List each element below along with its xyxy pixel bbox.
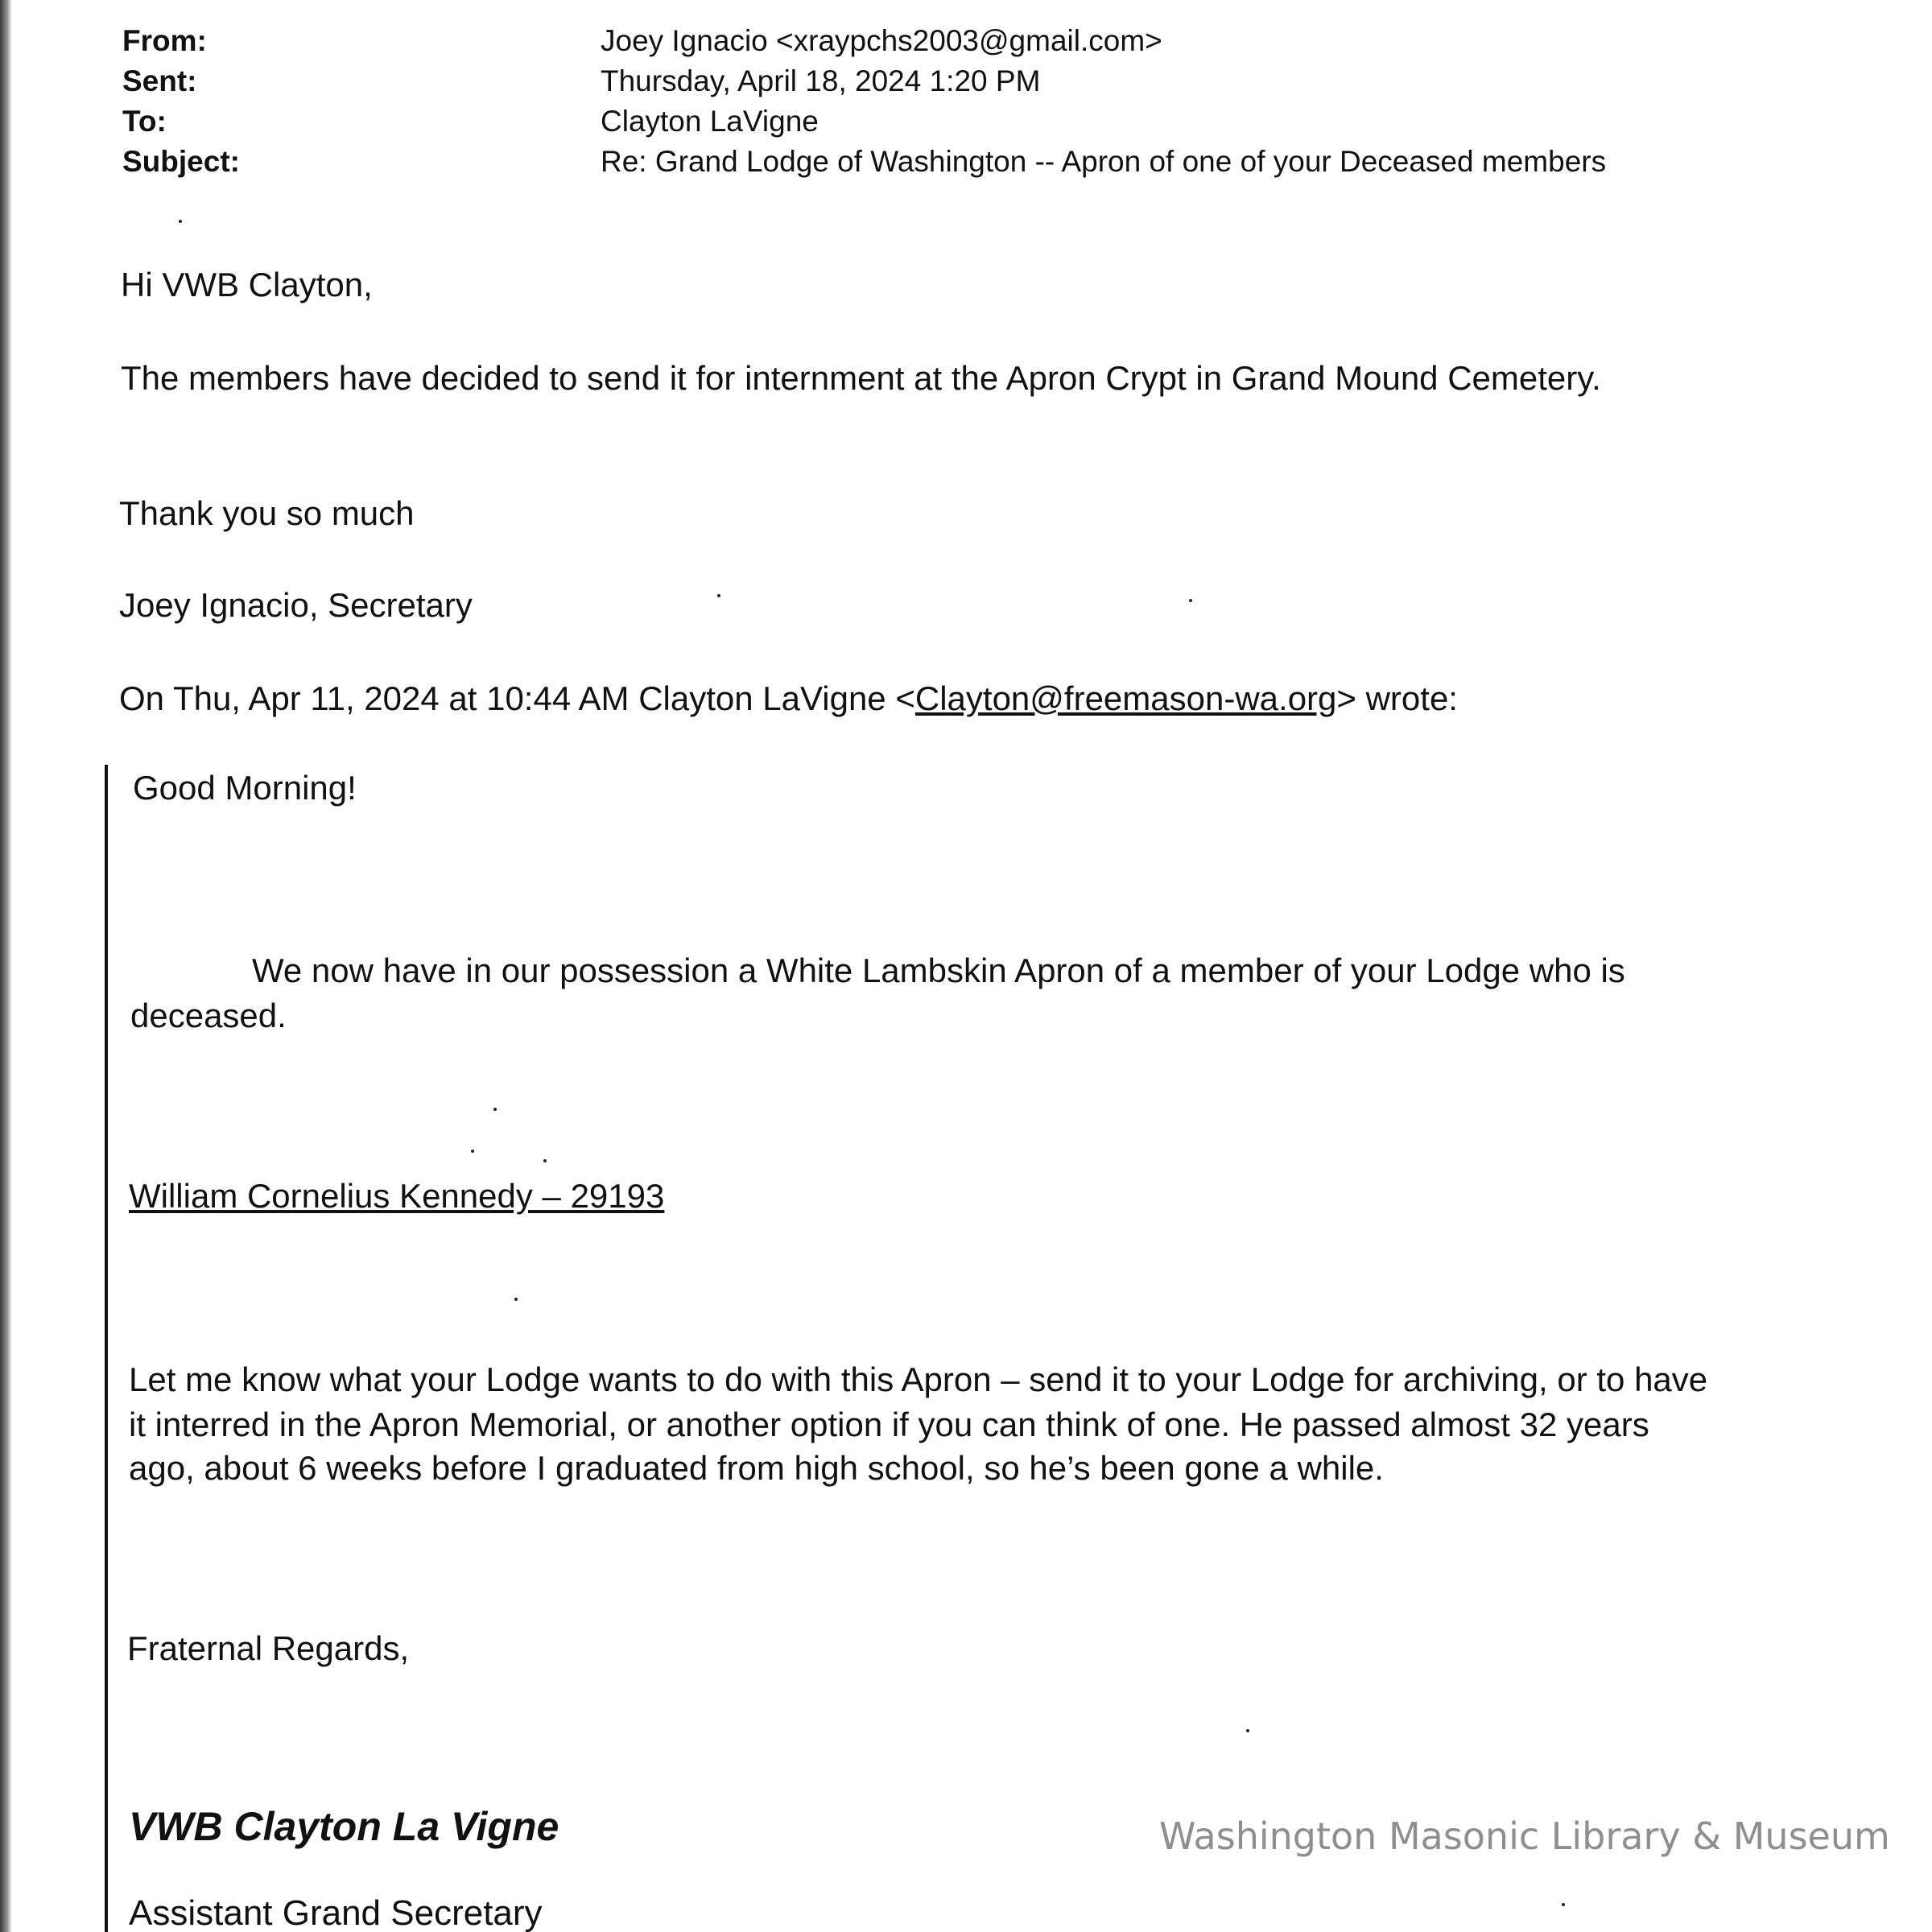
quote-intro bbox=[119, 679, 1458, 718]
quoted-para1-line2: deceased. bbox=[130, 997, 287, 1034]
to-value: Clayton LaVigne bbox=[601, 105, 819, 138]
header-row-to bbox=[122, 101, 1606, 142]
quote-bar bbox=[105, 765, 108, 1932]
scan-speck bbox=[493, 1108, 497, 1111]
scan-speck bbox=[514, 1298, 518, 1301]
member-name: William Cornelius Kennedy – 29193 bbox=[129, 1177, 665, 1215]
watermark: Washington Masonic Library & Museum bbox=[1159, 1814, 1890, 1858]
quoted-closing: Fraternal Regards, bbox=[127, 1629, 410, 1667]
quoted-greeting: Good Morning! bbox=[133, 769, 357, 807]
signature-name: VWB Clayton La Vigne bbox=[129, 1804, 559, 1849]
quoted-para2-line3: ago, about 6 weeks before I graduated from high school, so he’s been gone a while. bbox=[129, 1449, 1384, 1487]
reply-body: The members have decided to send it for internment at the Apron Crypt in Grand Mound Cemetery. bbox=[121, 359, 1601, 397]
scan-speck bbox=[543, 1159, 547, 1162]
quoted-para2-line1: Let me know what your Lodge wants to do with this Apron – send it to your Lodge for archiving, or to have bbox=[129, 1360, 1708, 1398]
quoted-para2-line2: it interred in the Apron Memorial, or another option if you can think of one. He passed almost 32 years bbox=[129, 1406, 1649, 1443]
sent-label: Sent: bbox=[122, 64, 197, 97]
from-value: Joey Ignacio <xraypchs2003@gmail.com> bbox=[601, 24, 1162, 57]
subject-label: Subject: bbox=[122, 145, 240, 178]
quoted-para1-line1: We now have in our possession a White Lambskin Apron of a member of your Lodge who is bbox=[252, 952, 1625, 989]
signature-title: Assistant Grand Secretary bbox=[129, 1893, 543, 1932]
quote-intro-prefix: On Thu, Apr 11, 2024 at 10:44 AM Clayton LaVigne < bbox=[119, 679, 915, 717]
scan-speck bbox=[1562, 1903, 1565, 1906]
scan-edge bbox=[0, 0, 11, 1932]
scan-speck bbox=[179, 220, 182, 223]
email-header bbox=[122, 21, 1606, 182]
reply-greeting: Hi VWB Clayton, bbox=[121, 266, 373, 303]
header-row-from bbox=[122, 21, 1606, 61]
reply-signature: Joey Ignacio, Secretary bbox=[119, 586, 473, 624]
scan-speck bbox=[471, 1150, 474, 1153]
subject-value: Re: Grand Lodge of Washington -- Apron of one of your Deceased members bbox=[601, 145, 1607, 178]
to-label: To: bbox=[122, 105, 167, 138]
scan-speck bbox=[1246, 1729, 1249, 1732]
from-label: From: bbox=[122, 24, 207, 57]
quote-intro-suffix: > wrote: bbox=[1336, 679, 1458, 717]
reply-thanks: Thank you so much bbox=[119, 494, 415, 532]
header-row-subject bbox=[122, 142, 1606, 182]
header-row-sent bbox=[122, 61, 1606, 101]
scan-speck bbox=[1189, 599, 1192, 602]
sent-value: Thursday, April 18, 2024 1:20 PM bbox=[601, 64, 1041, 97]
scan-speck bbox=[717, 594, 720, 597]
quote-email-link[interactable]: Clayton@freemason-wa.org bbox=[914, 679, 1337, 717]
